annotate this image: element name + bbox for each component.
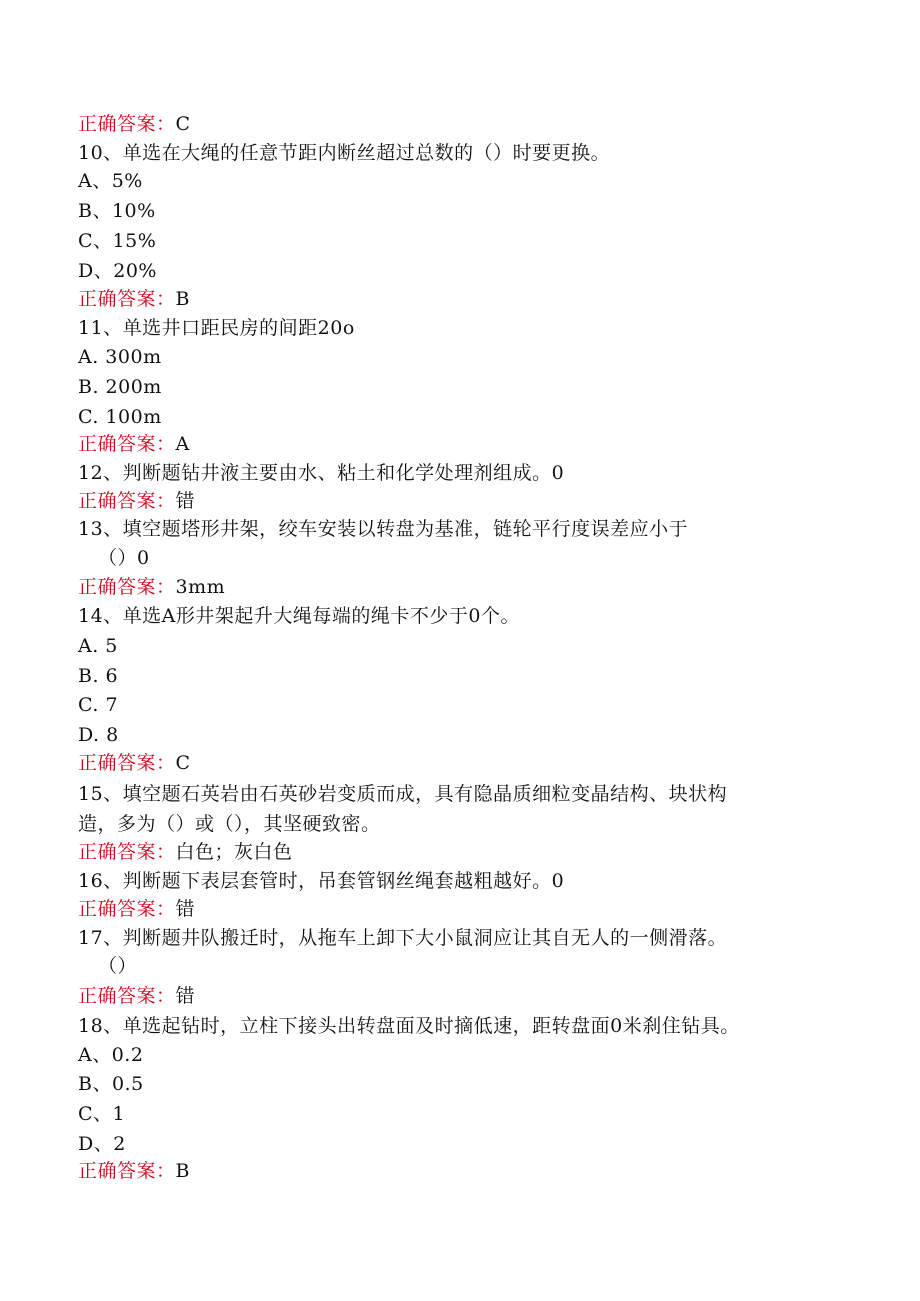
option-line: B. 200m xyxy=(78,376,162,398)
question-line: 10、单选在大绳的任意节距内断丝超过总数的（）时要更换。 xyxy=(78,142,611,164)
option-line: A、0.2 xyxy=(78,1044,144,1066)
option-line: A. 300m xyxy=(78,346,162,368)
option-line: B、0.5 xyxy=(78,1073,144,1095)
answer-line: 正确答案：错 xyxy=(78,985,196,1007)
answer-line: 正确答案：B xyxy=(78,288,190,310)
answer-line: 正确答案：错 xyxy=(78,898,196,920)
option-line: D、20% xyxy=(78,260,157,282)
answer-line: 正确答案：C xyxy=(78,113,191,135)
question-line: （）0 xyxy=(98,547,150,569)
option-line: C. 7 xyxy=(78,694,119,716)
answer-line: 正确答案：白色；灰白色 xyxy=(78,841,293,863)
option-line: C、1 xyxy=(78,1103,126,1125)
option-line: A. 5 xyxy=(78,635,118,657)
answer-line: 正确答案：B xyxy=(78,1160,190,1182)
option-line: D. 8 xyxy=(78,724,119,746)
question-line: 造，多为（）或（），其坚硬致密。 xyxy=(78,813,381,835)
answer-line: 正确答案：C xyxy=(78,752,191,774)
question-line: 15、填空题石英岩由石英砂岩变质而成，具有隐晶质细粒变晶结构、块状构 xyxy=(78,783,728,805)
question-line: 16、判断题下表层套管时，吊套管钢丝绳套越粗越好。0 xyxy=(78,870,565,892)
option-line: A、5% xyxy=(78,170,143,192)
option-line: D、2 xyxy=(78,1133,126,1155)
question-line: 13、填空题塔形井架，绞车安装以转盘为基准，链轮平行度误差应小于 xyxy=(78,518,689,540)
question-line: 14、单选A形井架起升大绳每端的绳卡不少于0个。 xyxy=(78,605,520,627)
answer-line: 正确答案：3mm xyxy=(78,576,226,598)
question-line: 17、判断题井队搬迁时，从拖车上卸下大小鼠洞应让其自无人的一侧滑落。 xyxy=(78,927,728,949)
answer-line: 正确答案：错 xyxy=(78,490,196,512)
question-line: 12、判断题钻井液主要由水、粘土和化学处理剂组成。0 xyxy=(78,462,565,484)
option-line: B、10% xyxy=(78,200,156,222)
answer-line: 正确答案：A xyxy=(78,433,190,455)
question-line: 11、单选井口距民房的间距20o xyxy=(78,317,355,339)
question-line: （） xyxy=(98,955,138,977)
option-line: C、15% xyxy=(78,230,157,252)
question-line: 18、单选起钻时，立柱下接头出转盘面及时摘低速，距转盘面0米刹住钻具。 xyxy=(78,1015,740,1037)
option-line: B. 6 xyxy=(78,665,119,687)
option-line: C. 100m xyxy=(78,406,162,428)
